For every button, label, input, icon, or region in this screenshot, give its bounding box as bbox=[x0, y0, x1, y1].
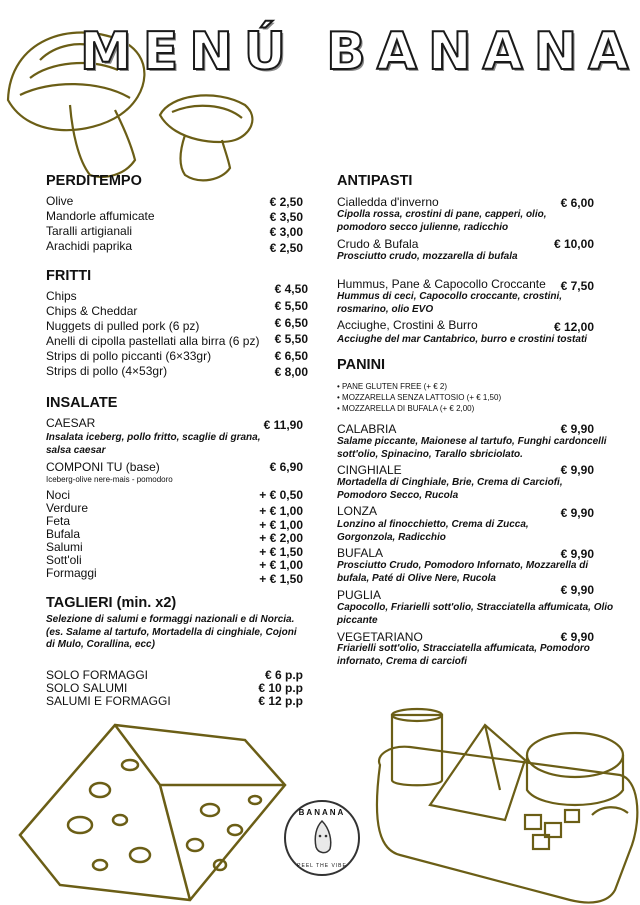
tagliere-price: € 10 p.p bbox=[258, 681, 303, 695]
extra-name: Salumi bbox=[46, 540, 83, 554]
panino-description: Friarielli sott'olio, Stracciatella affumicata, Pomodoro infornato, Crema di carciofi bbox=[337, 643, 590, 667]
menu-item-name: Chips & Cheddar bbox=[46, 304, 138, 318]
panino-name: CALABRIA bbox=[337, 422, 397, 436]
section-heading-perditempo: PERDITEMPO bbox=[46, 173, 142, 189]
menu-item-name: Olive bbox=[46, 194, 74, 208]
extra-price: + € 1,00 bbox=[259, 504, 303, 518]
extra-price: + € 2,00 bbox=[259, 531, 303, 545]
banana-icon bbox=[302, 819, 342, 859]
logo-tagline: PEEL THE VIBE bbox=[297, 863, 347, 869]
panino-price: € 9,90 bbox=[560, 463, 594, 477]
panino-name: LONZA bbox=[337, 504, 378, 518]
menu-item-price: € 3,00 bbox=[269, 225, 303, 239]
banana-logo bbox=[284, 800, 360, 876]
extra-name: Bufala bbox=[46, 527, 81, 541]
menu-item-name: Acciughe, Crostini & Burro bbox=[337, 318, 478, 332]
panino-price: € 9,90 bbox=[560, 547, 594, 561]
panino-price: € 9,90 bbox=[560, 583, 594, 597]
extra-price: + € 0,50 bbox=[259, 488, 303, 502]
menu-item-name: Nuggets di pulled pork (6 pz) bbox=[46, 319, 200, 333]
menu-item-price: € 10,00 bbox=[553, 237, 594, 251]
panino-name: VEGETARIANO bbox=[337, 630, 423, 644]
tagliere-name: SOLO SALUMI bbox=[46, 681, 128, 695]
menu-item-name: Cialledda d'inverno bbox=[337, 195, 439, 209]
panino-description: Salame piccante, Maionese al tartufo, Funghi cardoncelli sott'olio, Spinacino, Tarallo sbriciolato. bbox=[337, 436, 607, 460]
section-heading-antipasti: ANTIPASTI bbox=[337, 173, 413, 189]
menu-item-price: € 8,00 bbox=[274, 365, 308, 379]
menu-item-name: Strips di pollo piccanti (6×33gr) bbox=[46, 349, 212, 363]
taglieri-description: Selezione di salumi e formaggi nazionali e di Norcia. (es. Salame al tartufo, Mortadella di cinghiale, Cojoni di Mulo, Corallina, ecc) bbox=[46, 614, 297, 650]
menu-item-name: Taralli artigianali bbox=[46, 224, 133, 238]
menu-item-price: € 11,90 bbox=[263, 418, 303, 432]
menu-item-price: € 5,50 bbox=[274, 332, 308, 346]
panino-description: Lonzino al finocchietto, Crema di Zucca, Gorgonzola, Radicchio bbox=[337, 519, 529, 543]
menu-item-price: € 6,50 bbox=[274, 316, 308, 330]
menu-title: MENÚ BANANA bbox=[80, 22, 640, 82]
logo-text: BANANA bbox=[298, 808, 346, 817]
panino-price: € 9,90 bbox=[560, 422, 594, 436]
extra-name: Formaggi bbox=[46, 566, 97, 580]
panino-price: € 9,90 bbox=[560, 630, 594, 644]
tagliere-name: SALUMI E FORMAGGI bbox=[46, 694, 171, 708]
menu-item-name: Mandorle affumicate bbox=[46, 209, 155, 223]
menu-item-name: Anelli di cipolla pastellati alla birra (6 pz) bbox=[46, 334, 260, 348]
menu-item-price: € 12,00 bbox=[553, 320, 594, 334]
panino-description: Capocollo, Friarielli sott'olio, Stracciatella affumicata, Olio piccante bbox=[337, 602, 614, 626]
menu-item-name: Strips di pollo (4×53gr) bbox=[46, 364, 168, 378]
cheese-illustration bbox=[20, 705, 290, 905]
panini-option: • MOZZARELLA DI BUFALA (+ € 2,00) bbox=[337, 404, 475, 413]
extra-price: + € 1,50 bbox=[259, 572, 303, 586]
section-heading-panini: PANINI bbox=[337, 357, 386, 373]
extra-name: Sott'oli bbox=[46, 553, 82, 567]
extra-name: Feta bbox=[46, 514, 71, 528]
menu-item-price: € 5,50 bbox=[274, 299, 308, 313]
extra-name: Verdure bbox=[46, 501, 89, 515]
menu-item-price: € 6,50 bbox=[274, 349, 308, 363]
extra-name: Noci bbox=[46, 488, 71, 502]
extra-price: + € 1,50 bbox=[259, 545, 303, 559]
menu-item-price: € 2,50 bbox=[269, 241, 303, 255]
menu-item-name: Arachidi paprika bbox=[46, 239, 133, 253]
menu-item-description: Insalata iceberg, pollo fritto, scaglie di grana, salsa caesar bbox=[46, 432, 261, 456]
menu-item-name: COMPONI TU (base) bbox=[46, 460, 160, 474]
menu-item-price: € 2,50 bbox=[269, 195, 303, 209]
panini-option: • PANE GLUTEN FREE (+ € 2) bbox=[337, 382, 448, 391]
menu-item-description: Hummus di ceci, Capocollo croccante, crostini, rosmarino, olio EVO bbox=[337, 291, 563, 315]
menu-item-price: € 6,90 bbox=[269, 460, 303, 474]
menu-item-name: CAESAR bbox=[46, 416, 96, 430]
menu-item-description: Iceberg-olive nere-mais - pomodoro bbox=[46, 475, 173, 484]
menu-item-price: € 7,50 bbox=[560, 279, 594, 293]
menu-item-name: Hummus, Pane & Capocollo Croccante bbox=[337, 277, 546, 291]
panino-name: BUFALA bbox=[337, 546, 384, 560]
section-heading-insalate: INSALATE bbox=[46, 395, 118, 411]
panino-name: PUGLIA bbox=[337, 588, 382, 602]
extra-price: + € 1,00 bbox=[259, 558, 303, 572]
panino-description: Mortadella di Cinghiale, Brie, Crema di Carciofi, Pomodoro Secco, Rucola bbox=[337, 477, 563, 501]
panino-price: € 9,90 bbox=[560, 506, 594, 520]
menu-item-name: Chips bbox=[46, 289, 77, 303]
tagliere-price: € 6 p.p bbox=[264, 668, 303, 682]
menu-item-price: € 4,50 bbox=[274, 282, 308, 296]
panini-option: • MOZZARELLA SENZA LATTOSIO (+ € 1,50) bbox=[337, 393, 502, 402]
panino-description: Prosciutto Crudo, Pomodoro Infornato, Mozzarella di bufala, Paté di Olive Nere, Rucola bbox=[337, 560, 589, 584]
menu-item-price: € 3,50 bbox=[269, 210, 303, 224]
extra-price: + € 1,00 bbox=[259, 518, 303, 532]
menu-item-description: Acciughe del mar Cantabrico, burro e crostini tostati bbox=[337, 334, 588, 345]
section-heading-fritti: FRITTI bbox=[46, 268, 92, 284]
tagliere-price: € 12 p.p bbox=[258, 694, 303, 708]
cheese-board-illustration bbox=[370, 705, 640, 905]
panino-name: CINGHIALE bbox=[337, 463, 402, 477]
menu-item-description: Cipolla rossa, crostini di pane, capperi, olio, pomodoro secco julienne, radicchio bbox=[337, 209, 547, 233]
section-heading-taglieri: TAGLIERI (min. x2) bbox=[46, 595, 177, 611]
menu-item-price: € 6,00 bbox=[560, 196, 594, 210]
tagliere-name: SOLO FORMAGGI bbox=[46, 668, 149, 682]
menu-item-description: Prosciutto crudo, mozzarella di bufala bbox=[337, 251, 518, 262]
menu-item-name: Crudo & Bufala bbox=[337, 237, 419, 251]
